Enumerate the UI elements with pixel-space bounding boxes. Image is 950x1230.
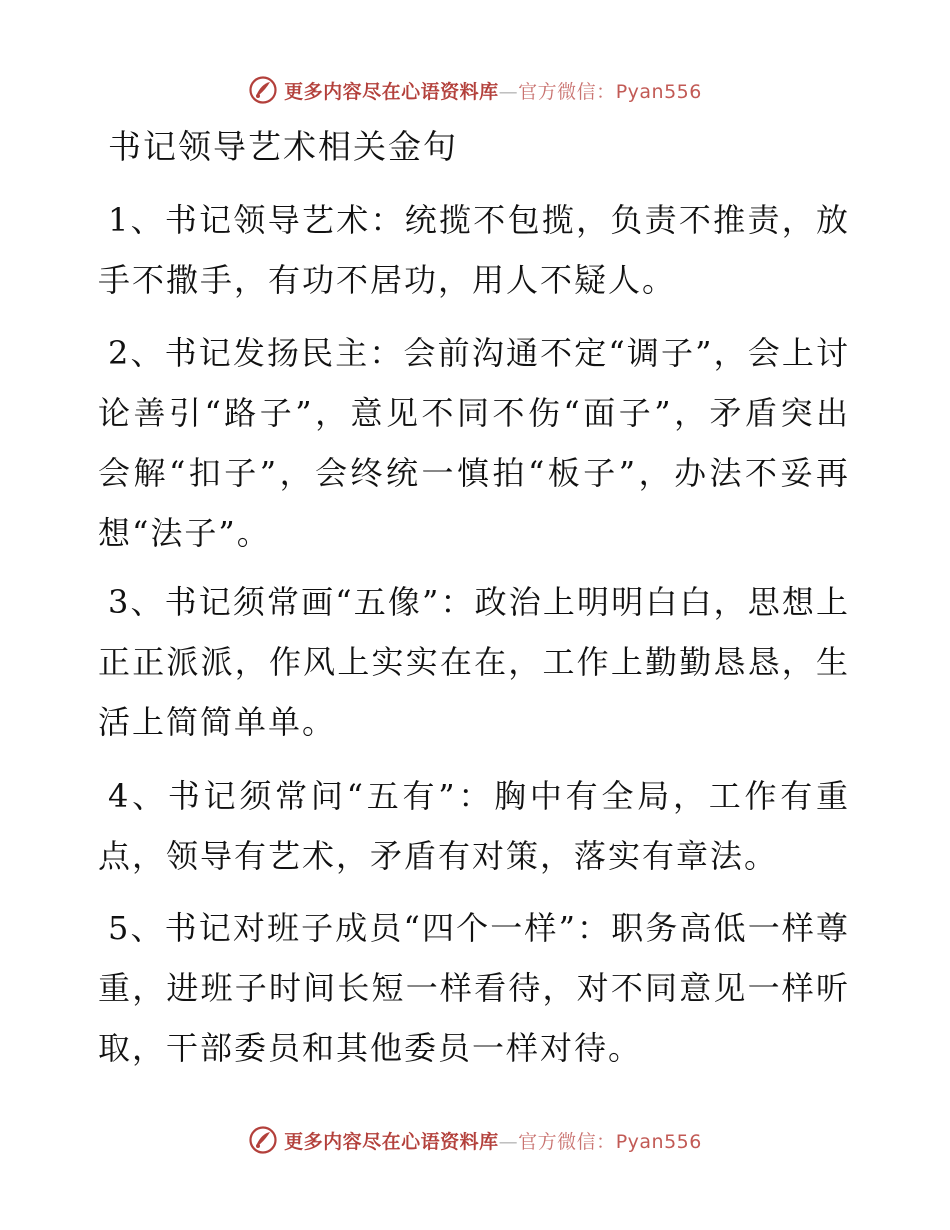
watermark-account: Pyan556: [615, 80, 702, 103]
watermark-dash: —: [498, 1130, 519, 1153]
watermark-channel: 官方微信：: [518, 1130, 616, 1153]
paragraph-5: 5、书记对班子成员“四个一样”：职务高低一样尊重，进班子时间长短一样看待，对不同意见一样听取，干部委员和其他委员一样对待。: [98, 909, 850, 1067]
watermark-text: [284, 77, 702, 104]
document-title: 书记领导艺术相关金句: [108, 127, 458, 166]
brand-logo-icon: [248, 1125, 278, 1155]
brand-logo-icon: [248, 75, 278, 105]
watermark-banner-top: [0, 70, 950, 110]
watermark-brand: 更多内容尽在心语资料库: [284, 1130, 499, 1153]
watermark-brand: 更多内容尽在心语资料库: [284, 80, 499, 103]
paragraph-4: 4、书记须常问“五有”：胸中有全局，工作有重点，领导有艺术，矛盾有对策，落实有章法。: [98, 777, 850, 875]
watermark-banner-bottom: [0, 1120, 950, 1160]
paragraph-1: 1、书记领导艺术：统揽不包揽，负责不推责，放手不撒手，有功不居功，用人不疑人。: [98, 201, 850, 299]
paragraph-2: 2、书记发扬民主：会前沟通不定“调子”，会上讨论善引“路子”，意见不同不伤“面子”，矛盾突出会解“扣子”，会终统一慎拍“板子”，办法不妥再想“法子”。: [98, 334, 850, 552]
watermark-account: Pyan556: [615, 1130, 702, 1153]
paragraph-3: 3、书记须常画“五像”：政治上明明白白，思想上正正派派，作风上实实在在，工作上勤勤恳恳，生活上简简单单。: [98, 583, 850, 741]
watermark-dash: —: [498, 80, 519, 103]
watermark-channel: 官方微信：: [518, 80, 616, 103]
watermark-text: [284, 1127, 702, 1154]
